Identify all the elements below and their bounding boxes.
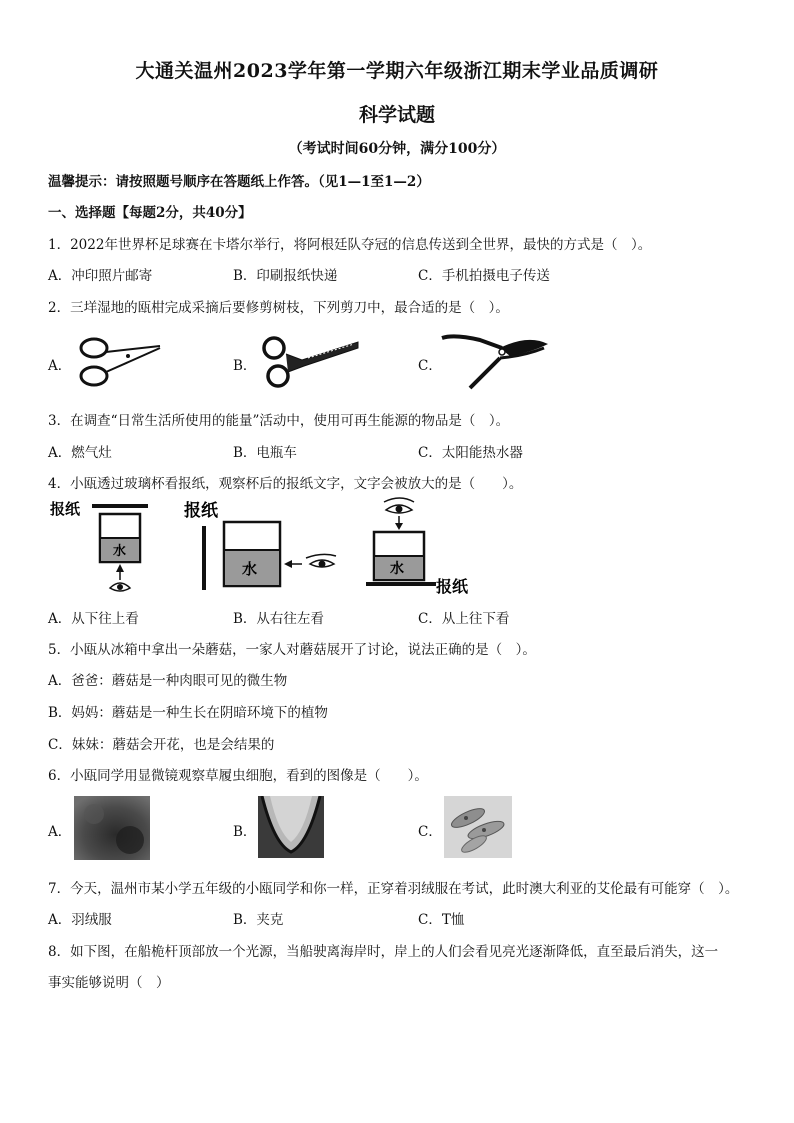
q3-stem: 3．在调查“日常生活所使用的能量”活动中，使用可再生能源的物品是（ ）。 [48, 413, 510, 429]
scissors-a-icon [74, 334, 164, 390]
q3-option-c: C．太阳能热水器 [418, 445, 523, 461]
q3-option-a: A．燃气灶 [48, 445, 112, 461]
exam-title: 大通关温州2023学年第一学期六年级浙江期末学业品质调研 [135, 60, 659, 82]
scissors-b-icon [258, 334, 360, 390]
q6-option-c: C． [418, 824, 442, 840]
q4-paper-label-c: 报纸 [436, 577, 469, 596]
q1-option-c: C．手机拍摄电子传送 [418, 268, 550, 284]
q4-paper-label-b: 报纸 [184, 501, 218, 521]
q7-stem: 7．今天，温州市某小学五年级的小瓯同学和你一样，正穿着羽绒服在考试，此时澳大利亚的艾伦最有可能穿（ ）。 [48, 881, 739, 897]
q5-option-b: B．妈妈：蘑菇是一种生长在阴暗环境下的植物 [48, 705, 328, 721]
section-title: 一、选择题【每题2分，共40分】 [48, 205, 252, 221]
q4-water-label-b: 水 [242, 560, 258, 578]
q1-option-b: B．印刷报纸快递 [233, 268, 338, 284]
exam-info: （考试时间60分钟，满分100分） [288, 141, 506, 157]
exam-subtitle: 科学试题 [358, 104, 435, 126]
q2-option-c: C． [418, 358, 442, 374]
q7-option-b: B．夹克 [233, 912, 284, 928]
q7-option-a: A．羽绒服 [48, 912, 112, 928]
q6-option-b: B． [233, 824, 257, 840]
micrograph-b-image [258, 796, 324, 858]
q5-stem: 5．小瓯从冰箱中拿出一朵蘑菇，一家人对蘑菇展开了讨论，说法正确的是（ ）。 [48, 642, 536, 658]
q3-option-b: B．电瓶车 [233, 445, 297, 461]
q5-option-c: C．妹妹：蘑菇会开花，也是会结果的 [48, 737, 275, 753]
q4-option-c: C．从上往下看 [418, 611, 510, 627]
micrograph-c-image [444, 796, 512, 858]
q1-stem: 1．2022年世界杯足球赛在卡塔尔举行，将阿根廷队夺冠的信息传送到全世界，最快的方式是（ ）。 [48, 237, 652, 253]
q6-option-a: A． [48, 824, 72, 840]
q4-figure-c [362, 494, 486, 598]
q4-paper-label-a: 报纸 [50, 500, 81, 518]
q4-water-label-a: 水 [113, 544, 127, 559]
q4-water-label-c: 水 [390, 561, 404, 577]
q2-option-a: A． [48, 358, 72, 374]
micrograph-a-image [74, 796, 150, 860]
pruning-shears-c-icon [440, 330, 552, 392]
q1-option-a: A．冲印照片邮寄 [48, 268, 153, 284]
tip-text: 温馨提示：请按照题号顺序在答题纸上作答。（见1—1至1—2） [48, 174, 430, 190]
q7-option-c: C．T恤 [418, 912, 465, 928]
q4-stem: 4．小瓯透过玻璃杯看报纸，观察杯后的报纸文字，文字会被放大的是（ ）。 [48, 476, 523, 492]
q4-option-b: B．从右往左看 [233, 611, 324, 627]
q8-stem-line2: 事实能够说明（ ） [48, 975, 170, 991]
q2-option-b: B． [233, 358, 257, 374]
q4-option-a: A．从下往上看 [48, 611, 139, 627]
q5-option-a: A．爸爸：蘑菇是一种肉眼可见的微生物 [48, 673, 288, 689]
q6-stem: 6．小瓯同学用显微镜观察草履虫细胞，看到的图像是（ ）。 [48, 768, 428, 784]
q4-figure-b [176, 494, 340, 598]
q8-stem-line1: 8．如下图，在船桅杆顶部放一个光源，当船驶离海岸时，岸上的人们会看见亮光逐渐降低，直至最后消失，这一 [48, 944, 719, 960]
q4-figure-a [48, 494, 168, 598]
q2-stem: 2．三垟湿地的瓯柑完成采摘后要修剪树枝，下列剪刀中，最合适的是（ ）。 [48, 300, 509, 316]
